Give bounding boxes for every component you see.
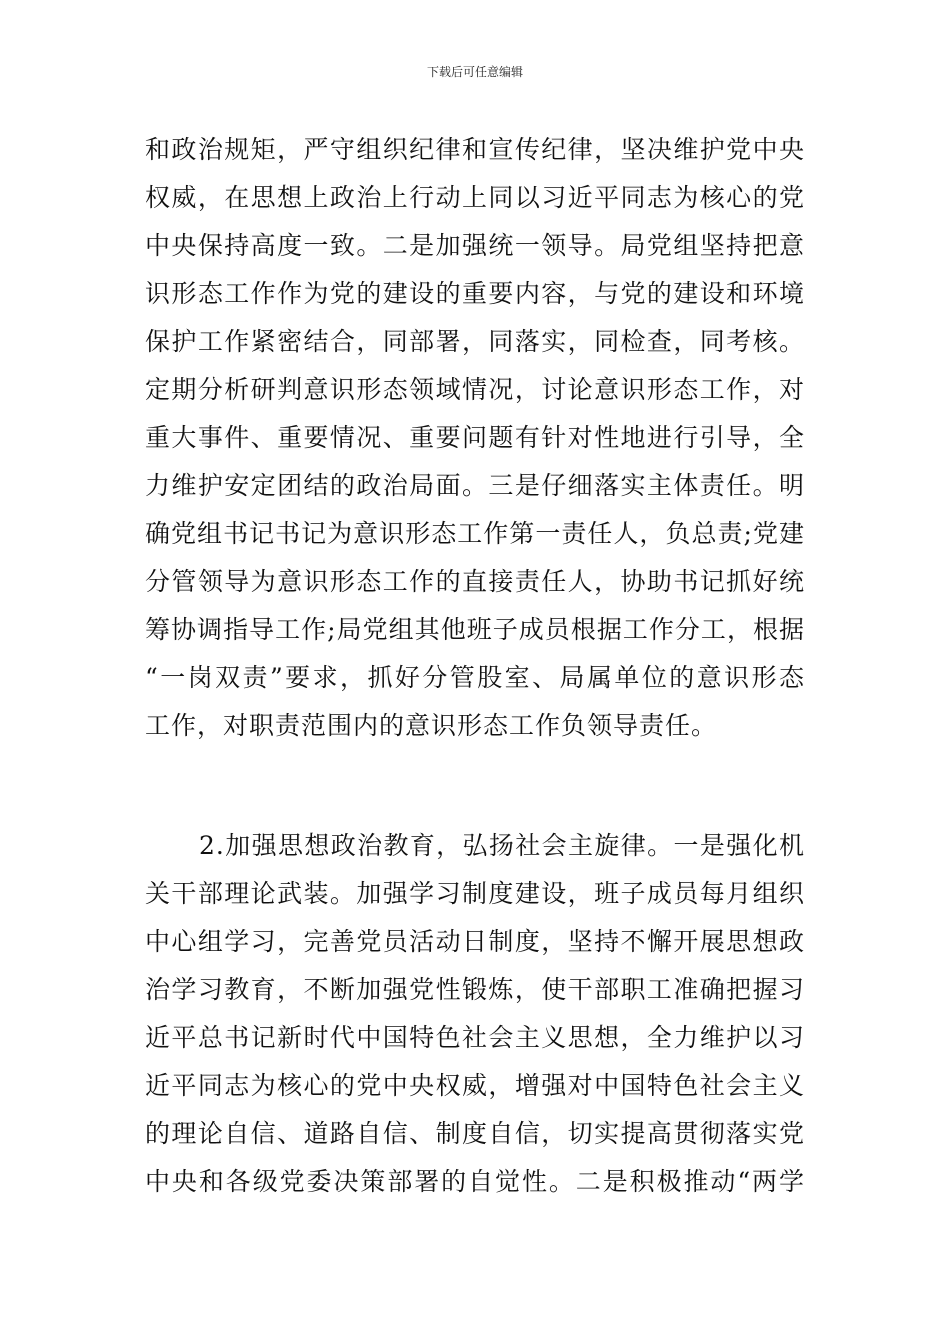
text-line: 近平同志为核心的党中央权威，增强对中国特色社会主义 xyxy=(145,1071,805,1100)
text-line: 权威，在思想上政治上行动上同以习近平同志为核心的党 xyxy=(145,183,805,212)
text-line: 中央保持高度一致。二是加强统一领导。局党组坚持把意 xyxy=(145,231,805,260)
text-line: 中心组学习，完善党员活动日制度，坚持不懈开展思想政 xyxy=(145,927,805,956)
text-line: 定期分析研判意识形态领域情况，讨论意识形态工作，对 xyxy=(145,375,805,404)
text-line: 保护工作紧密结合，同部署，同落实，同检查，同考核。 xyxy=(145,327,805,356)
page-header: 下载后可任意编辑 xyxy=(426,65,523,79)
text-line: 中央和各级党委决策部署的自觉性。二是积极推动“两学 xyxy=(145,1167,805,1196)
text-line: 2.加强思想政治教育，弘扬社会主旋律。一是强化机 xyxy=(199,831,805,860)
text-line: 分管领导为意识形态工作的直接责任人，协助书记抓好统 xyxy=(145,567,805,596)
paragraph-1 xyxy=(145,126,805,750)
paragraph-2 xyxy=(145,822,805,1206)
text-line: “一岗双责”要求，抓好分管股室、局属单位的意识形态 xyxy=(145,663,805,692)
text-line: 近平总书记新时代中国特色社会主义思想，全力维护以习 xyxy=(145,1023,805,1052)
text-line: 重大事件、重要情况、重要问题有针对性地进行引导，全 xyxy=(145,423,805,452)
text-line: 的理论自信、道路自信、制度自信，切实提高贯彻落实党 xyxy=(145,1119,805,1148)
text-line: 治学习教育，不断加强党性锻炼，使干部职工准确把握习 xyxy=(145,975,805,1004)
text-line: 确党组书记书记为意识形态工作第一责任人，负总责;党建 xyxy=(145,519,805,548)
text-line: 工作，对职责范围内的意识形态工作负领导责任。 xyxy=(145,711,718,740)
text-line: 筹协调指导工作;局党组其他班子成员根据工作分工，根据 xyxy=(145,615,805,644)
text-line: 关干部理论武装。加强学习制度建设，班子成员每月组织 xyxy=(145,879,805,908)
text-line: 力维护安定团结的政治局面。三是仔细落实主体责任。明 xyxy=(145,471,805,500)
text-line: 识形态工作作为党的建设的重要内容，与党的建设和环境 xyxy=(145,279,805,308)
text-line: 和政治规矩，严守组织纪律和宣传纪律，坚决维护党中央 xyxy=(145,135,805,164)
